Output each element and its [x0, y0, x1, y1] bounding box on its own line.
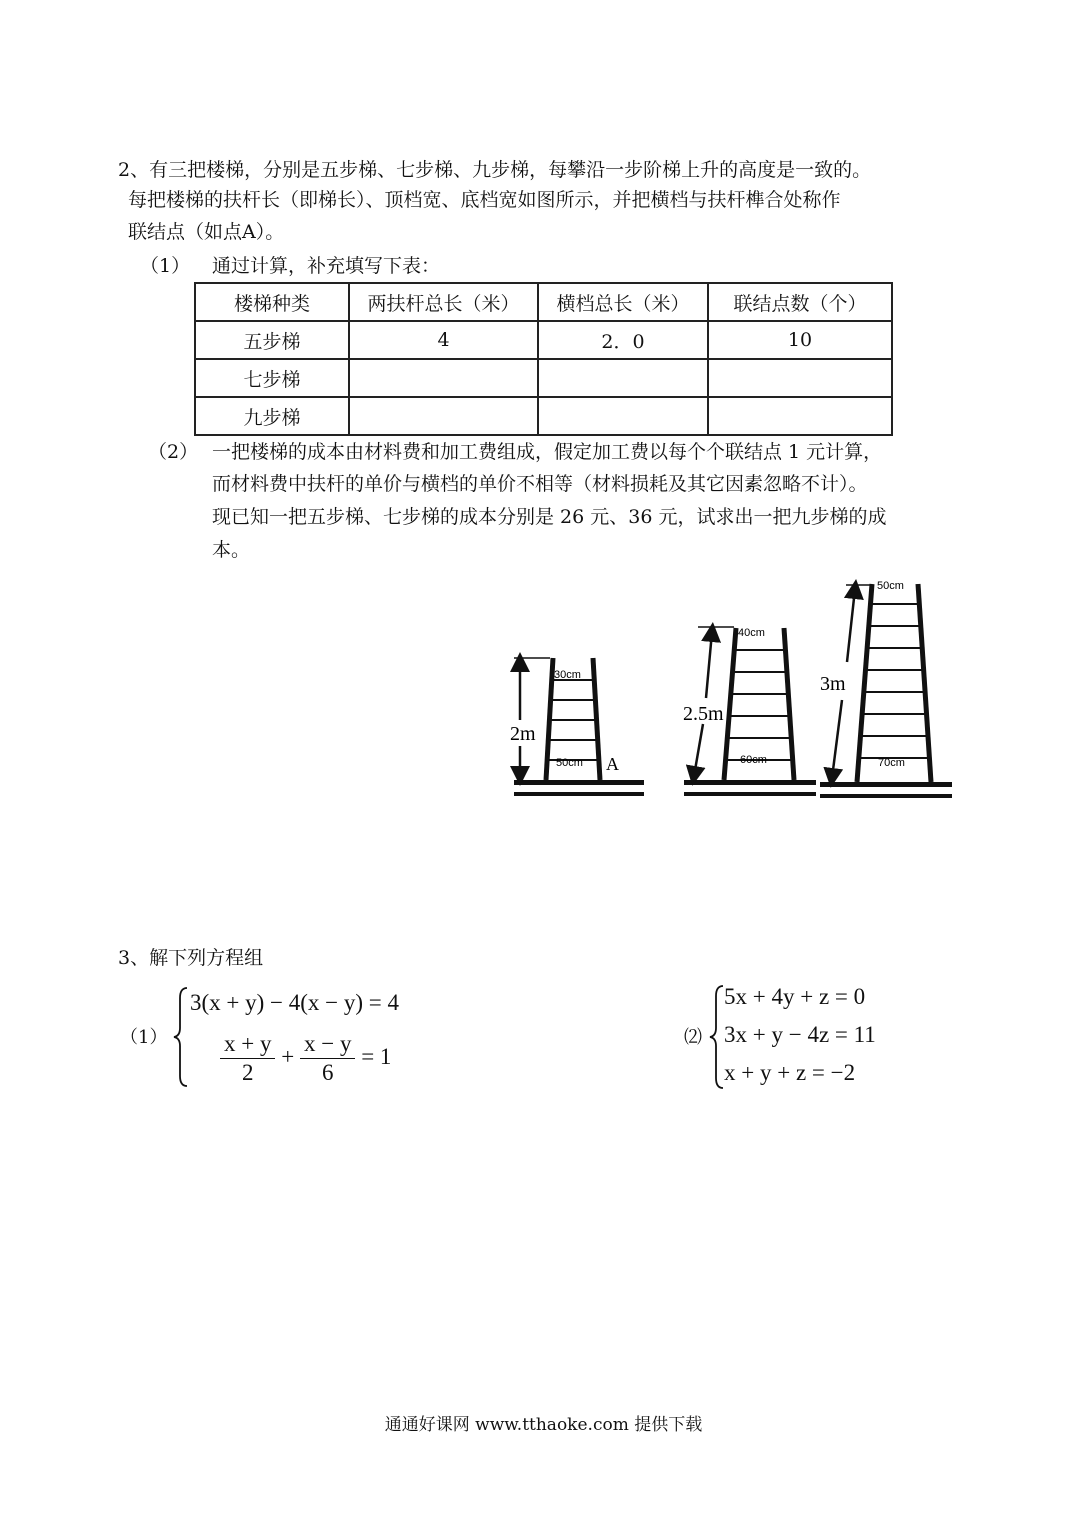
ladder-rail	[784, 628, 794, 780]
q2-intro-line1: 2、有三把楼梯，分别是五步梯、七步梯、九步梯，每攀沿一步阶梯上升的高度是一致的。	[118, 159, 872, 181]
q2-part1-text: 通过计算，补充填写下表：	[212, 255, 441, 277]
q2-part2-line4: 本。	[212, 539, 251, 561]
table-cell: 七步梯	[195, 359, 349, 397]
ground-bar	[820, 782, 952, 787]
bottom-width-label: 60cm	[740, 754, 767, 766]
ladder-rail	[857, 584, 872, 782]
q2-part2-number: （2）	[148, 441, 199, 463]
top-width-label: 50cm	[877, 580, 904, 592]
ground-bar	[820, 794, 952, 798]
table-header-cell: 横档总长（米）	[538, 283, 708, 321]
table-cell	[708, 359, 892, 397]
table-cell: 2．0	[538, 321, 708, 359]
bottom-width-label: 70cm	[878, 757, 905, 769]
ladder-height-label: 3m	[820, 673, 846, 695]
ladder-height-label: 2.5m	[683, 703, 724, 725]
q3-title: 3、解下列方程组	[118, 947, 264, 969]
system2-label: ⑵	[684, 1027, 702, 1048]
table-cell	[349, 359, 538, 397]
system1-equation2	[220, 1030, 391, 1087]
top-width-label: 30cm	[554, 669, 581, 681]
table-header-cell: 楼梯种类	[195, 283, 349, 321]
table-row	[195, 321, 892, 359]
system2-equation2: 3x + y − 4z = 11	[724, 1022, 876, 1047]
q2-part2-line2: 而材料费中扶杆的单价与横档的单价不相等（材料损耗及其它因素忽略不计）。	[212, 473, 868, 495]
q2-part2-line3: 现已知一把五步梯、七步梯的成本分别是 26 元、36 元，试求出一把九步梯的成	[212, 506, 887, 528]
ladder-seven-step	[683, 627, 816, 796]
left-brace-icon	[172, 986, 190, 1088]
table-header-cell: 联结点数（个）	[708, 283, 892, 321]
ladder-rail	[918, 584, 931, 782]
ladder-nine-step	[820, 580, 952, 798]
ground-bar	[684, 792, 816, 796]
answer-table	[194, 282, 893, 436]
table-cell	[349, 397, 538, 435]
table-cell: 10	[708, 321, 892, 359]
q2-intro-line3: 联结点（如点A）。	[128, 221, 285, 243]
ground-bar	[514, 792, 644, 796]
table-row	[195, 359, 892, 397]
table-header-cell: 两扶杆总长（米）	[349, 283, 538, 321]
fraction-denominator: 2	[241, 1060, 254, 1085]
table-header-row	[195, 283, 892, 321]
ladder-height-label: 2m	[510, 723, 536, 745]
fraction-numerator: x − y	[300, 1030, 355, 1059]
ground-bar	[684, 780, 816, 785]
top-width-label: 40cm	[738, 627, 765, 639]
q2-part1-number: （1）	[140, 255, 191, 277]
plus-sign: +	[281, 1043, 295, 1069]
system1-equation1: 3(x + y) − 4(x − y) = 4	[190, 990, 400, 1015]
q2-part2-line1: 一把楼梯的成本由材料费和加工费组成，假定加工费以每个个联结点 1 元计算，	[212, 441, 883, 463]
system2-equation1: 5x + 4y + z = 0	[724, 984, 866, 1009]
table-cell	[538, 359, 708, 397]
table-cell: 4	[349, 321, 538, 359]
table-cell	[538, 397, 708, 435]
table-cell	[708, 397, 892, 435]
point-a-label: A	[606, 754, 619, 774]
ground-bar	[514, 780, 644, 785]
page-footer: 通通好课网 www.tthaoke.com 提供下载	[384, 1415, 703, 1435]
ladders-figure	[500, 570, 960, 810]
bottom-width-label: 50cm	[556, 757, 583, 769]
system1-label: （1）	[120, 1027, 168, 1048]
q2-intro-line2: 每把楼梯的扶杆长（即梯长）、顶档宽、底档宽如图所示，并把横档与扶杆榫合处称作	[128, 189, 841, 211]
table-cell: 九步梯	[195, 397, 349, 435]
equation-rhs: = 1	[361, 1043, 392, 1069]
table-row	[195, 397, 892, 435]
ladder-rail	[724, 628, 736, 780]
ladder-five-step	[510, 658, 644, 796]
system2-equation3: x + y + z = −2	[724, 1060, 856, 1085]
table-cell: 五步梯	[195, 321, 349, 359]
fraction-denominator: 6	[321, 1060, 334, 1085]
fraction-numerator: x + y	[220, 1030, 275, 1059]
